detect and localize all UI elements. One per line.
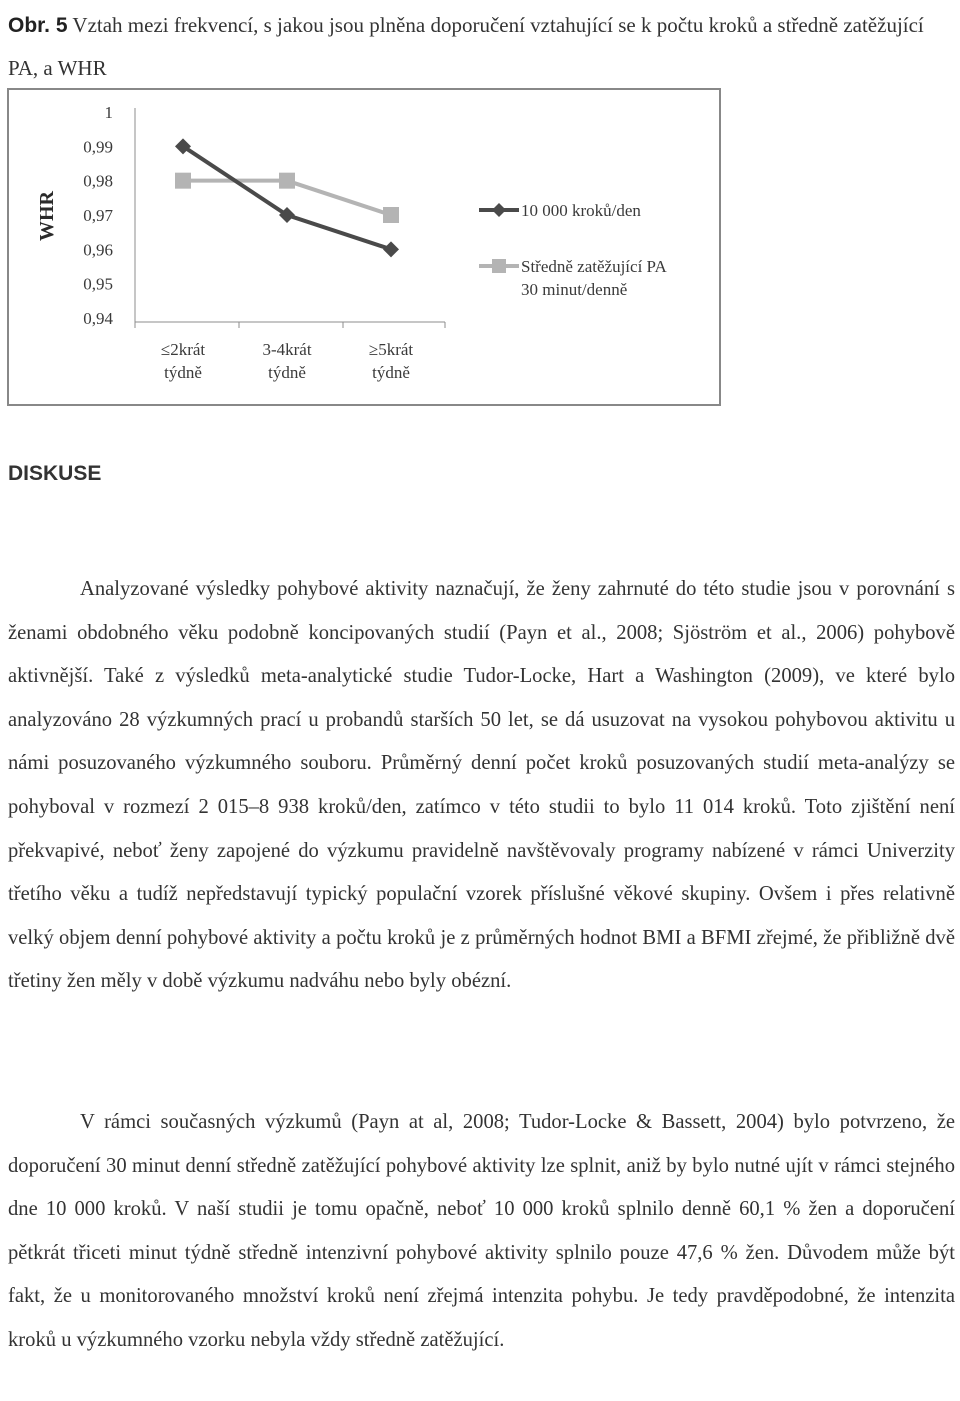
legend-label: 10 000 kroků/den: [521, 201, 641, 220]
x-tick-label: týdně: [372, 363, 410, 382]
y-tick-label: 0,98: [83, 171, 113, 191]
series-line: [183, 146, 391, 249]
x-tick-label: týdně: [164, 363, 202, 382]
y-tick-label: 0,99: [83, 137, 113, 157]
legend-marker-diamond: [492, 203, 506, 217]
y-tick-label: 0,96: [83, 240, 113, 260]
y-axis-title: WHR: [36, 191, 58, 241]
y-tick-label: 0,94: [83, 309, 113, 328]
discussion-paragraph-2: V rámci současných výzkumů (Payn at al, 2008; Tudor-Locke & Bassett, 2004) bylo potvrzeno, že doporučení 30 minut denní středně zatěžující pohybové aktivity lze splnit, aniž by bylo nutné ujít v rámci stejného dne 10 000 kroků. V naší studii je tomu opačně, neboť 10 000 kroků splnilo denně 60,1 % žen a doporučení pětkrát třiceti minut týdně středně intenzivní pohybové aktivity splnilo pouze 47,6 % žen. Důvodem může být fakt, že u monitorovaného množství kroků není zřejmá intenzita pohybu. Je tedy pravděpodobné, že intenzita kroků u výzkumného vzorku nebyla vždy středně zatěžující.: [8, 1111, 955, 1351]
y-tick-label: 0,97: [83, 206, 113, 225]
x-tick-label: 3-4krát: [262, 340, 312, 359]
x-tick-label: ≤2krát: [160, 340, 206, 359]
chart-canvas: [9, 90, 719, 404]
legend-marker-square: [492, 259, 506, 273]
x-tick-label: týdně: [268, 363, 306, 382]
y-tick-label: 1: [104, 103, 113, 122]
section-heading: DISKUSE: [8, 462, 102, 485]
data-point-diamond: [383, 241, 399, 257]
y-tick-label: 0,95: [83, 274, 113, 294]
data-point-square: [175, 173, 191, 189]
figure-caption-text: Vztah mezi frekvencí, s jakou jsou plněna doporučení vztahující se k počtu kroků a středně zatěžující PA, a WHR: [8, 13, 924, 80]
whr-line-chart: [7, 88, 721, 406]
figure-caption: [8, 4, 953, 90]
data-point-square: [279, 173, 295, 189]
legend-label: 30 minut/denně: [521, 280, 628, 299]
figure-number: Obr. 5: [8, 14, 68, 37]
legend-label: Středně zatěžující PA: [521, 257, 667, 276]
discussion-paragraph-1: Analyzované výsledky pohybové aktivity naznačují, že ženy zahrnuté do této studie jsou v porovnání s ženami obdobného věku podobně koncipovaných studií (Payn et al., 2008; Sjöström et al., 2006) pohybově aktivnější. Také z výsledků meta-analytické studie Tudor-Locke, Hart a Washington (2009), ve které bylo analyzováno 28 výzkumných prací u probandů starších 50 let, se dá usuzovat na vysokou pohybovou aktivitu u námi posuzovaného výzkumného souboru. Průměrný denní počet kroků posuzovaných studií meta-analýzy se pohyboval v rozmezí 2 015–8 938 kroků/den, zatímco v této studii to bylo 11 014 kroků. Toto zjištění není překvapivé, neboť ženy zapojené do výzkumu pravidelně navštěvovaly programy nabízené v rámci Univerzity třetího věku a tudíž nepředstavují typický populační vzorek příslušné věkové skupiny. Ovšem i přes relativně velký objem denní pohybové aktivity a počtu kroků je z průměrných hodnot BMI a BFMI zřejmé, že přibližně dvě třetiny žen měly v době výzkumu nadváhu nebo byly obézní.: [8, 578, 955, 993]
x-tick-label: ≥5krát: [368, 340, 414, 359]
data-point-square: [383, 207, 399, 223]
